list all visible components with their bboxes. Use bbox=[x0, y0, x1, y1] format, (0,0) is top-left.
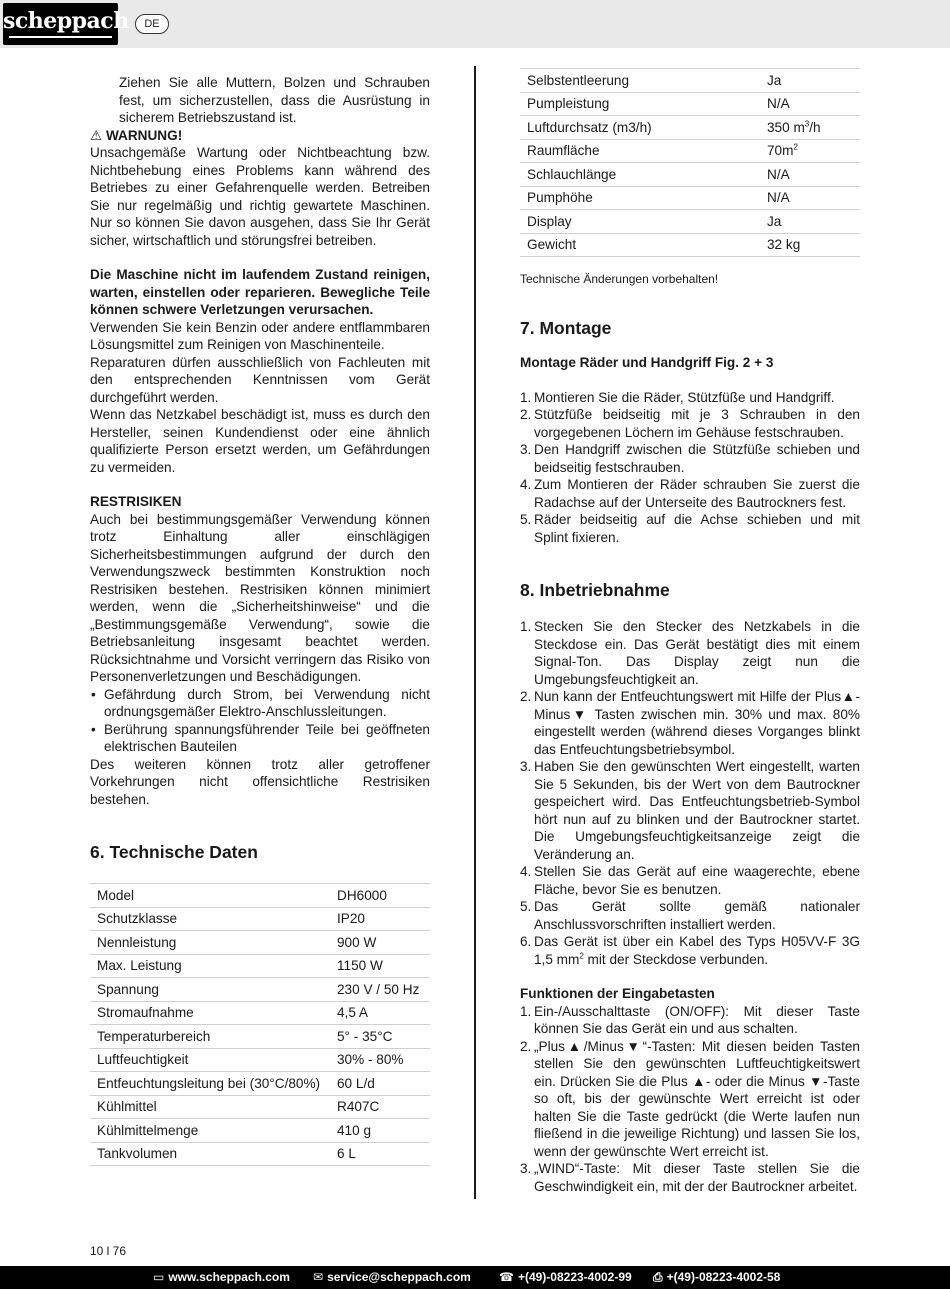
table-row bbox=[90, 931, 430, 955]
list-item: 3. „WIND“-Taste: Mit dieser Taste stellen Sie die Geschwindigkeit ein, mit der der Bautrockner arbeitet. bbox=[520, 1161, 860, 1194]
spec-label: Luftdurchsatz (m3/h) bbox=[520, 116, 760, 140]
spec-label: Nennleistung bbox=[90, 931, 330, 955]
table-row bbox=[90, 1048, 430, 1072]
paragraph-solvents: Verwenden Sie kein Benzin oder andere entflammbaren Lösungsmittel zum Reinigen von Maschinenteile. bbox=[90, 319, 430, 352]
spec-value: R407C bbox=[330, 1095, 430, 1119]
changes-note: Technische Änderungen vorbehalten! bbox=[520, 272, 719, 286]
spec-value: N/A bbox=[760, 186, 860, 210]
intro-text: Ziehen Sie alle Muttern, Bolzen und Schrauben fest, um sicherzustellen, dass die Ausrüstung in sicherem Betriebszustand ist. bbox=[119, 75, 430, 125]
list-item: 1. Ein-/Ausschalttaste (ON/OFF): Mit dieser Taste können Sie das Gerät ein und aus schalten. bbox=[520, 1003, 860, 1036]
language-badge: DE bbox=[135, 14, 169, 34]
table-row bbox=[90, 1142, 430, 1166]
list-item: 4. Stellen Sie das Gerät auf eine waagerechte, ebene Fläche, bevor Sie es benutzen. bbox=[520, 864, 860, 897]
residual-risks-end: Des weiteren können trotz aller getroffener Vorkehrungen nicht offensichtliche Restrisiken bestehen. bbox=[90, 756, 430, 807]
list-item: 2. Nun kann der Entfeuchtungswert mit Hilfe der Plus▲-Minus▼ Tasten zwischen min. 30% und max. 80% eingestellt werden (während dieses Vorganges blinkt das Entfeuchtungsbetriebsymbol. bbox=[520, 689, 860, 757]
table-row bbox=[90, 1025, 430, 1049]
table-row bbox=[520, 139, 860, 163]
spec-label: Temperaturbereich bbox=[90, 1025, 330, 1049]
spec-label: Kühlmittelmenge bbox=[90, 1119, 330, 1143]
list-item: 3. Haben Sie den gewünschten Wert eingestellt, warten Sie 5 Sekunden, bis der Wert von dem Bautrockner gespeichert wird. Das Entfeuchtungsbetrieb-Symbol hört nun auf zu blinken und der Bautrockner startet. Die Umgebungsfeuchtigkeitsanzeige zeigt die Veränderung an. bbox=[520, 759, 860, 862]
spec-value: 60 L/d bbox=[330, 1072, 430, 1096]
section-title-tech-data: 6. Technische Daten bbox=[90, 842, 258, 862]
spec-value: 900 W bbox=[330, 931, 430, 955]
spec-value: 32 kg bbox=[760, 233, 860, 257]
table-row bbox=[520, 92, 860, 116]
logo-underline bbox=[9, 36, 112, 38]
table-row bbox=[520, 116, 860, 140]
residual-risks-text: Auch bei bestimmungsgemäßer Verwendung können trotz Einhaltung aller einschlägigen Sicherheitsbestimmungen aufgrund der durch den Verwendungszweck bestimmten Konstruktion noch Restrisiken bestehen. Restrisiken können minimiert werden, wenn die „Sicherheitshinweise“ und die „Bestimmungsgemäße Verwendung“, sowie die Betriebsanleitung insgesamt beachtet werden. Rücksichtnahme und Vorsicht verringern das Risiko von Personenverletzungen und Beschädigungen. bbox=[90, 511, 430, 684]
section-title-montage: 7. Montage bbox=[520, 318, 612, 338]
spec-value: $70m^2$ bbox=[760, 139, 860, 163]
table-row bbox=[520, 233, 860, 257]
montage-steps bbox=[520, 389, 860, 547]
spec-label: Model bbox=[90, 884, 330, 908]
mail-icon: ✉ bbox=[313, 1270, 324, 1284]
list-item: 2. „Plus▲/Minus▼“-Tasten: Mit diesen beiden Tasten stellen Sie den gewünschten Luftfeuchtigkeitswert ein. Drücken Sie die Plus ▲- oder die Minus ▼-Taste so oft, bis der gewünschte Wert erreicht ist oder halten Sie die Taste gedrückt (die Werte laufen nun fließend in die jeweilige Richtung) und lassen Sie los, wenn der gewünschte Wert erreicht ist. bbox=[520, 1038, 860, 1159]
fax-icon: ⎙ bbox=[653, 1270, 663, 1284]
spec-value: 230 V / 50 Hz bbox=[330, 978, 430, 1002]
list-item: • Gefährdung durch Strom, bei Verwendung nicht ordnungsgemäßer Elektro-Anschlussleitungen. bbox=[91, 686, 430, 719]
right-column bbox=[520, 68, 860, 1195]
spec-label: Max. Leistung bbox=[90, 954, 330, 978]
spec-label: Pumphöhe bbox=[520, 186, 760, 210]
tech-data-table bbox=[90, 883, 430, 1166]
risk-list bbox=[90, 686, 430, 756]
page-number: 10 l 76 bbox=[90, 1244, 127, 1258]
spec-label: Selbstentleerung bbox=[520, 69, 760, 93]
spec-label: Entfeuchtungsleitung bei (30°C/80%) bbox=[90, 1072, 330, 1096]
spec-label: Gewicht bbox=[520, 233, 760, 257]
spec-label: Spannung bbox=[90, 978, 330, 1002]
tech-data-table-continued bbox=[520, 68, 860, 257]
spec-label: Tankvolumen bbox=[90, 1142, 330, 1166]
spec-label: Stromaufnahme bbox=[90, 1001, 330, 1025]
section-title-inbetriebnahme: 8. Inbetriebnahme bbox=[520, 580, 670, 600]
spec-label: Display bbox=[520, 210, 760, 234]
spec-label: Raumfläche bbox=[520, 139, 760, 163]
table-row bbox=[90, 1072, 430, 1096]
functions-title: Funktionen der Eingabetasten bbox=[520, 986, 715, 1001]
residual-risks-title: RESTRISIKEN bbox=[90, 494, 182, 509]
table-row bbox=[90, 1095, 430, 1119]
montage-subtitle: Montage Räder und Handgriff Fig. 2 + 3 bbox=[520, 355, 774, 370]
monitor-icon: ▭ bbox=[153, 1270, 165, 1284]
brand-logo bbox=[3, 3, 129, 45]
list-item: 6. Das Gerät ist über ein Kabel des Typs H05VV-F 3G 1,5 $mm^2$ mit der Steckdose verbunden. bbox=[520, 934, 860, 967]
table-row bbox=[520, 210, 860, 234]
column-divider bbox=[474, 66, 476, 1199]
spec-label: Schlauchlänge bbox=[520, 163, 760, 187]
page-footer bbox=[0, 1266, 950, 1289]
table-row bbox=[90, 978, 430, 1002]
list-item: 5. Das Gerät sollte gemäß nationaler Anschlussvorschriften installiert werden. bbox=[520, 899, 860, 932]
spec-value: N/A bbox=[760, 92, 860, 116]
footer-email[interactable]: ✉ service@scheppach.com bbox=[313, 1266, 471, 1289]
left-column bbox=[90, 74, 430, 1166]
spec-value: Ja bbox=[760, 210, 860, 234]
spec-value: 1150 W bbox=[330, 954, 430, 978]
bold-warning: Die Maschine nicht im laufendem Zustand reinigen, warten, einstellen oder reparieren. Bewegliche Teile können schwere Verletzungen verursachen. bbox=[90, 267, 430, 317]
list-item: 1. Stecken Sie den Stecker des Netzkabels in die Steckdose ein. Das Gerät bestätigt dies mit einem Signal-Ton. Das Display zeigt nun die Umgebungsfeuchtigkeit an. bbox=[520, 619, 860, 687]
spec-value: 4,5 A bbox=[330, 1001, 430, 1025]
table-row bbox=[90, 907, 430, 931]
function-keys-list bbox=[520, 1003, 860, 1196]
phone-icon: ☎ bbox=[499, 1270, 514, 1284]
inbetriebnahme-steps bbox=[520, 618, 860, 968]
spec-value: 410 g bbox=[330, 1119, 430, 1143]
brand-logo-text: scheppach bbox=[3, 8, 129, 34]
spec-label: Luftfeuchtigkeit bbox=[90, 1048, 330, 1072]
list-item: 4. Zum Montieren der Räder schrauben Sie zuerst die Radachse auf der Unterseite des Bautrockners fest. bbox=[520, 477, 860, 510]
list-item: • Berührung spannungsführender Teile bei geöffneten elektrischen Bauteilen bbox=[91, 721, 430, 754]
spec-value: N/A bbox=[760, 163, 860, 187]
warning-title: ⚠ WARNUNG! bbox=[90, 127, 183, 143]
spec-value: 350 $m^3/h$ bbox=[760, 116, 860, 140]
paragraph-repairs: Reparaturen dürfen ausschließlich von Fachleuten mit den entsprechenden Kenntnissen vom Gerät durchgeführt werden. bbox=[90, 354, 430, 405]
list-item: 3. Den Handgriff zwischen die Stützfüße schieben und beidseitig festschrauben. bbox=[520, 442, 860, 475]
paragraph-cable: Wenn das Netzkabel beschädigt ist, muss es durch den Hersteller, seinen Kundendienst oder eine ähnlich qualifizierte Person ersetzt werden, um Gefährdungen zu vermeiden. bbox=[90, 407, 430, 475]
spec-label: Schutzklasse bbox=[90, 907, 330, 931]
table-row bbox=[90, 1001, 430, 1025]
spec-value: Ja bbox=[760, 69, 860, 93]
table-row bbox=[520, 69, 860, 93]
table-row bbox=[520, 163, 860, 187]
spec-value: IP20 bbox=[330, 907, 430, 931]
list-item: 1. Montieren Sie die Räder, Stützfüße und Handgriff. bbox=[520, 389, 835, 405]
footer-website[interactable]: ▭ www.scheppach.com bbox=[153, 1266, 290, 1289]
list-item: 2. Stützfüße beidseitig mit je 3 Schrauben in den vorgegebenen Löchern im Gehäuse festschrauben. bbox=[520, 407, 860, 440]
table-row bbox=[90, 884, 430, 908]
spec-value: DH6000 bbox=[330, 884, 430, 908]
spec-value: 5° - 35°C bbox=[330, 1025, 430, 1049]
footer-phone[interactable]: ☎ +(49)-08223-4002-99 bbox=[499, 1266, 632, 1289]
page-header bbox=[0, 0, 950, 48]
table-row bbox=[520, 186, 860, 210]
table-row bbox=[90, 1119, 430, 1143]
spec-label: Kühlmittel bbox=[90, 1095, 330, 1119]
footer-fax[interactable]: ⎙ +(49)-08223-4002-58 bbox=[653, 1266, 780, 1289]
warning-text: Unsachgemäße Wartung oder Nichtbeachtung bzw. Nichtbehebung eines Problems kann während des Betriebes zu einer Gefahrenquelle werden. Betreiben Sie nur regelmäßig und richtig gewartete Maschinen. Nur so können Sie davon ausgehen, dass Sie Ihr Gerät sicher, wirtschaftlich und störungsfrei betreiben. bbox=[90, 145, 430, 248]
spec-value: 30% - 80% bbox=[330, 1048, 430, 1072]
spec-value: 6 L bbox=[330, 1142, 430, 1166]
table-row bbox=[90, 954, 430, 978]
spec-label: Pumpleistung bbox=[520, 92, 760, 116]
list-item: 5. Räder beidseitig auf die Achse schieben und mit Splint fixieren. bbox=[520, 512, 860, 545]
